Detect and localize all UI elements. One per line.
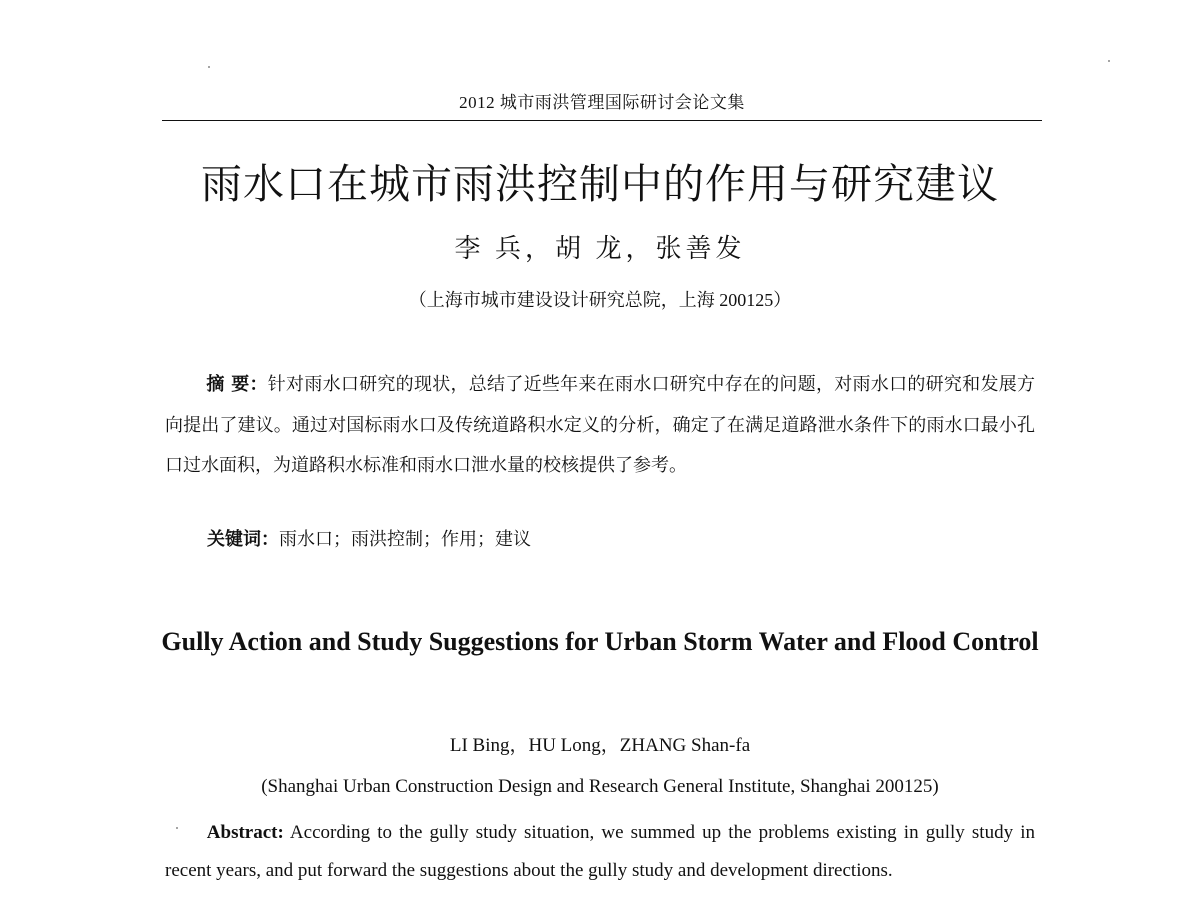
keywords-zh-text: 雨水口；雨洪控制；作用；建议	[279, 529, 531, 549]
keywords-zh-label: 关键词：	[207, 529, 279, 550]
title-en: Gully Action and Study Suggestions for Urban Storm Water and Flood Control	[161, 627, 1039, 656]
scan-speck	[208, 66, 210, 68]
affiliation-en: (Shanghai Urban Construction Design and Research General Institute, Shanghai 200125)	[261, 776, 939, 797]
scan-speck	[176, 827, 178, 829]
title-zh: 雨水口在城市雨洪控制中的作用与研究建议	[201, 160, 999, 208]
abstract-en-label: Abstract:	[206, 822, 284, 843]
authors-en: LI Bing，HU Long，ZHANG Shan-fa	[449, 735, 751, 756]
keywords-zh	[207, 525, 1037, 554]
authors-zh: 李 兵，胡 龙，张善发	[454, 234, 746, 263]
abstract-zh	[165, 364, 1035, 485]
abstract-zh-label: 摘 要：	[206, 374, 268, 395]
abstract-en	[165, 814, 1035, 890]
abstract-en-text: According to the gully study situation, we summed up the problems existing in gully study in recent years, and put forward the suggestions about the gully study and development directions.	[165, 822, 1035, 881]
affiliation-zh: （上海市城市建设设计研究总院，上海 200125）	[408, 290, 792, 310]
header-rule	[162, 120, 1042, 121]
abstract-zh-text: 针对雨水口研究的现状，总结了近些年来在雨水口研究中存在的问题，对雨水口的研究和发展方向提出了建议。通过对国标雨水口及传统道路积水定义的分析，确定了在满足道路泄水条件下的雨水口最小孔口过水面积，为道路积水标准和雨水口泄水量的校核提供了参考。	[165, 374, 1035, 475]
scan-speck	[1108, 60, 1110, 62]
running-header: 2012 城市雨洪管理国际研讨会论文集	[459, 93, 745, 112]
